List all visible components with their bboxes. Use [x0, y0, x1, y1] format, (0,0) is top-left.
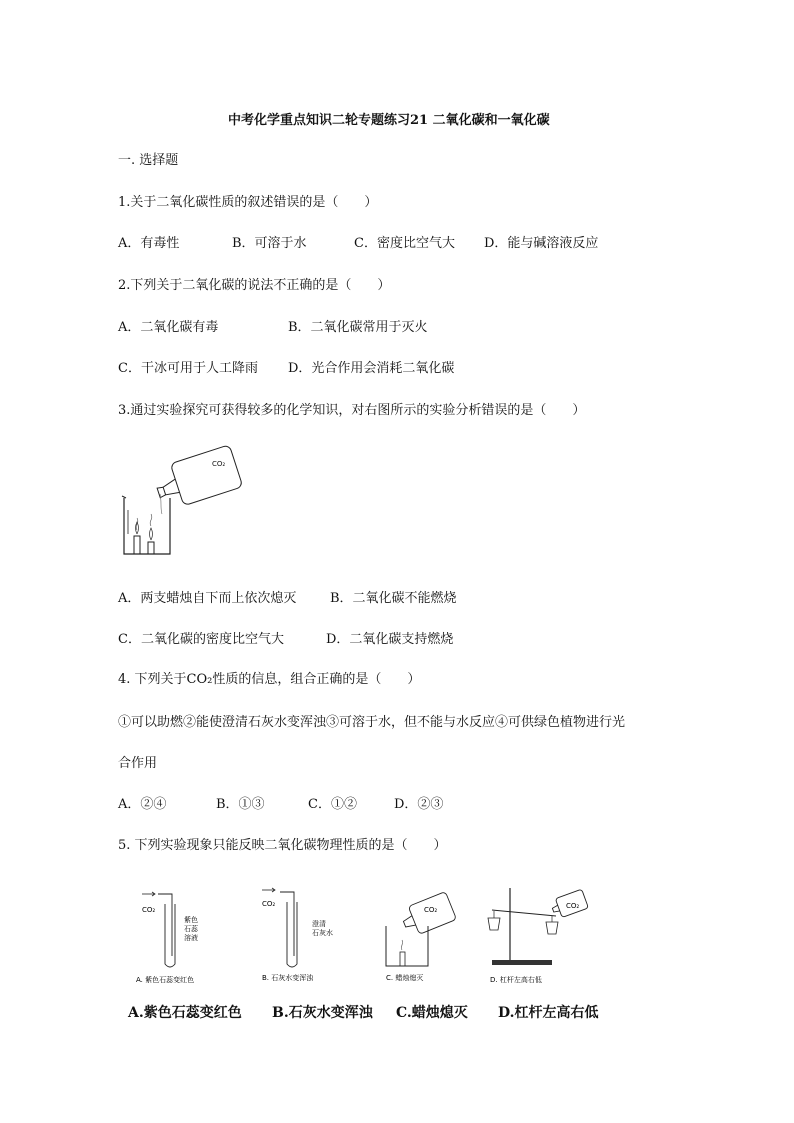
page-title: 中考化学重点知识二轮专题练习21 二氧化碳和一氧化碳: [228, 113, 550, 128]
q5-b-label-2: 石灰水: [312, 929, 333, 937]
q4-option-c: C．①②: [308, 797, 357, 812]
q2-option-c: C．干冰可用于人工降雨: [118, 361, 258, 376]
q3-gas-label: CO₂: [212, 460, 226, 468]
q4-option-b: B．①③: [216, 797, 265, 812]
question-1-stem: 1.关于二氧化碳性质的叙述错误的是（ ）: [118, 195, 378, 210]
q4-statement-line-2: 合作用: [118, 756, 158, 771]
q3-option-b: B．二氧化碳不能燃烧: [330, 591, 457, 606]
q5-a-label-3: 溶液: [184, 934, 198, 942]
question-4-stem: 4. 下列关于CO₂性质的信息，组合正确的是（ ）: [118, 672, 421, 687]
q5-d-gas: CO₂: [566, 902, 580, 910]
q1-option-a: A．有毒性: [118, 236, 180, 251]
q5-a-gas: CO₂: [142, 906, 156, 914]
q5-figure-d: [484, 884, 590, 988]
q4-option-d: D．②③: [394, 797, 444, 812]
q1-option-c: C．密度比空气大: [354, 236, 455, 251]
q5-a-label-2: 石蕊: [184, 925, 198, 933]
q5-d-caption: D. 杠杆左高右低: [490, 976, 542, 984]
q5-c-gas: CO₂: [424, 906, 438, 914]
q3-option-a: A．两支蜡烛自下而上依次熄灭: [118, 591, 297, 606]
q5-figure-c: [382, 886, 474, 988]
q1-option-d: D．能与碱溶液反应: [484, 236, 599, 251]
q4-option-a: A．②④: [118, 797, 167, 812]
q5-option-b: B.石灰水变浑浊: [272, 1005, 373, 1021]
q5-figure-b: [258, 886, 358, 988]
q3-option-c: C．二氧化碳的密度比空气大: [118, 632, 284, 647]
q2-option-b: B．二氧化碳常用于灭火: [288, 320, 428, 335]
q5-option-a: A.紫色石蕊变红色: [128, 1005, 242, 1021]
q2-option-d: D．光合作用会消耗二氧化碳: [288, 361, 455, 376]
q5-a-caption: A. 紫色石蕊变红色: [136, 976, 195, 984]
q5-c-caption: C. 蜡烛熄灭: [386, 974, 424, 982]
q2-option-a: A．二氧化碳有毒: [118, 320, 219, 335]
q3-option-d: D．二氧化碳支持燃烧: [326, 632, 454, 647]
section-heading: 一. 选择题: [118, 153, 179, 168]
q1-option-b: B．可溶于水: [232, 236, 307, 251]
q5-b-label-1: 澄清: [312, 920, 326, 928]
q5-figure-a: [132, 886, 228, 988]
q5-b-caption: B. 石灰水变浑浊: [262, 974, 314, 982]
question-5-stem: 5. 下列实验现象只能反映二氧化碳物理性质的是（ ）: [118, 838, 447, 853]
q5-a-label-1: 紫色: [184, 916, 198, 924]
q5-b-gas: CO₂: [262, 900, 276, 908]
q3-experiment-figure: [118, 438, 250, 560]
question-3-stem: 3.通过实验探究可获得较多的化学知识，对右图所示的实验分析错误的是（ ）: [118, 403, 586, 418]
question-2-stem: 2.下列关于二氧化碳的说法不正确的是（ ）: [118, 278, 391, 293]
q5-option-d: D.杠杆左高右低: [498, 1005, 599, 1021]
q4-statement-line-1: ①可以助燃②能使澄清石灰水变浑浊③可溶于水，但不能与水反应④可供绿色植物进行光: [118, 715, 626, 730]
q5-option-c: C.蜡烛熄灭: [396, 1005, 468, 1021]
